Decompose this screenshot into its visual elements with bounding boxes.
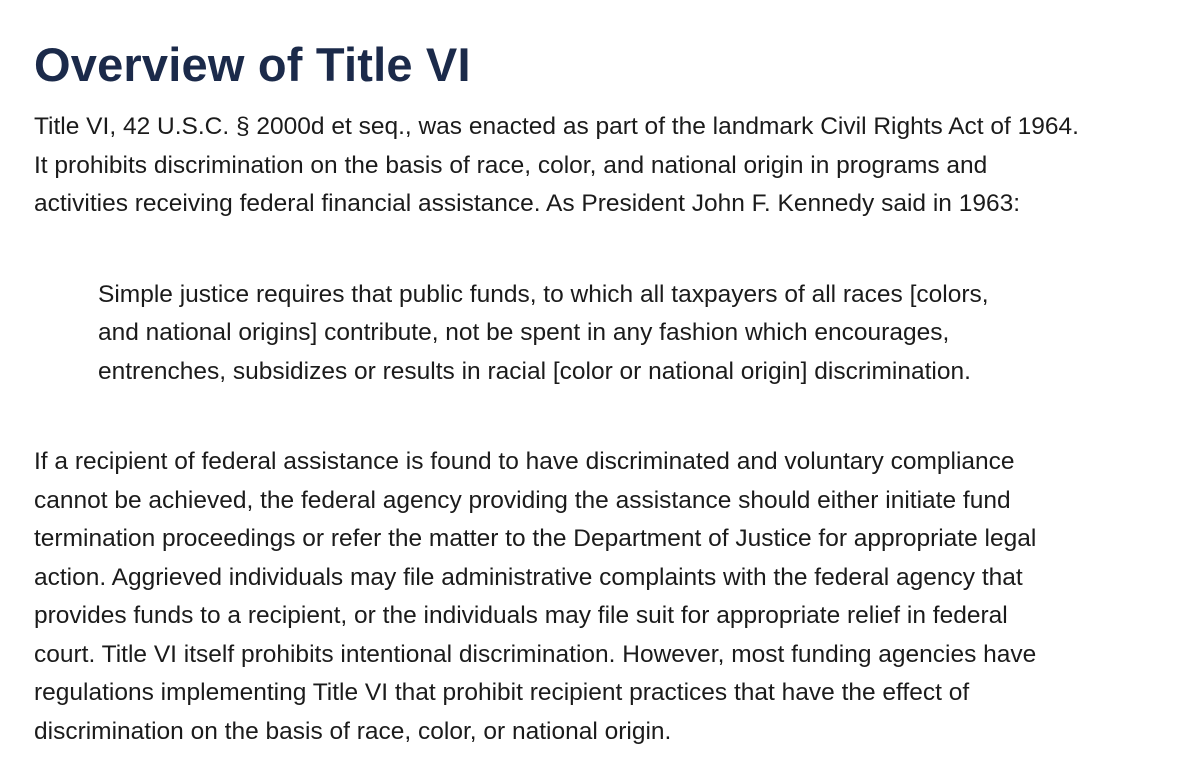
enforcement-paragraph: [34, 443, 1164, 751]
quote-line: entrenches, subsidizes or results in racial [color or national origin] discrimination.: [98, 357, 971, 385]
intro-line: activities receiving federal financial assistance. As President John F. Kennedy said in 1963:: [34, 190, 1021, 217]
body-line: action. Aggrieved individuals may file administrative complaints with the federal agency that: [34, 563, 1023, 591]
page-title: Overview of Title VI: [34, 38, 471, 91]
quote-line: Simple justice requires that public funds, to which all taxpayers of all races [colors,: [98, 280, 989, 308]
body-line: regulations implementing Title VI that prohibit recipient practices that have the effect of: [34, 679, 970, 706]
body-line: provides funds to a recipient, or the individuals may file suit for appropriate relief in federal: [34, 602, 1008, 629]
body-line: discrimination on the basis of race, color, or national origin.: [34, 717, 672, 745]
kennedy-quote: [98, 276, 1098, 392]
body-line: termination proceedings or refer the matter to the Department of Justice for appropriate legal: [34, 525, 1037, 552]
body-line: If a recipient of federal assistance is found to have discriminated and voluntary compliance: [34, 448, 1015, 475]
intro-paragraph: [34, 108, 1184, 224]
document-page: [34, 0, 1184, 751]
intro-line: Title VI, 42 U.S.C. § 2000d et seq., was enacted as part of the landmark Civil Rights Act of 1964.: [34, 113, 1079, 140]
quote-line: and national origins] contribute, not be spent in any fashion which encourages,: [98, 319, 950, 346]
body-line: cannot be achieved, the federal agency providing the assistance should either initiate fund: [34, 486, 1011, 514]
intro-line: It prohibits discrimination on the basis of race, color, and national origin in programs and: [34, 151, 988, 179]
body-line: court. Title VI itself prohibits intentional discrimination. However, most funding agencies have: [34, 640, 1037, 668]
